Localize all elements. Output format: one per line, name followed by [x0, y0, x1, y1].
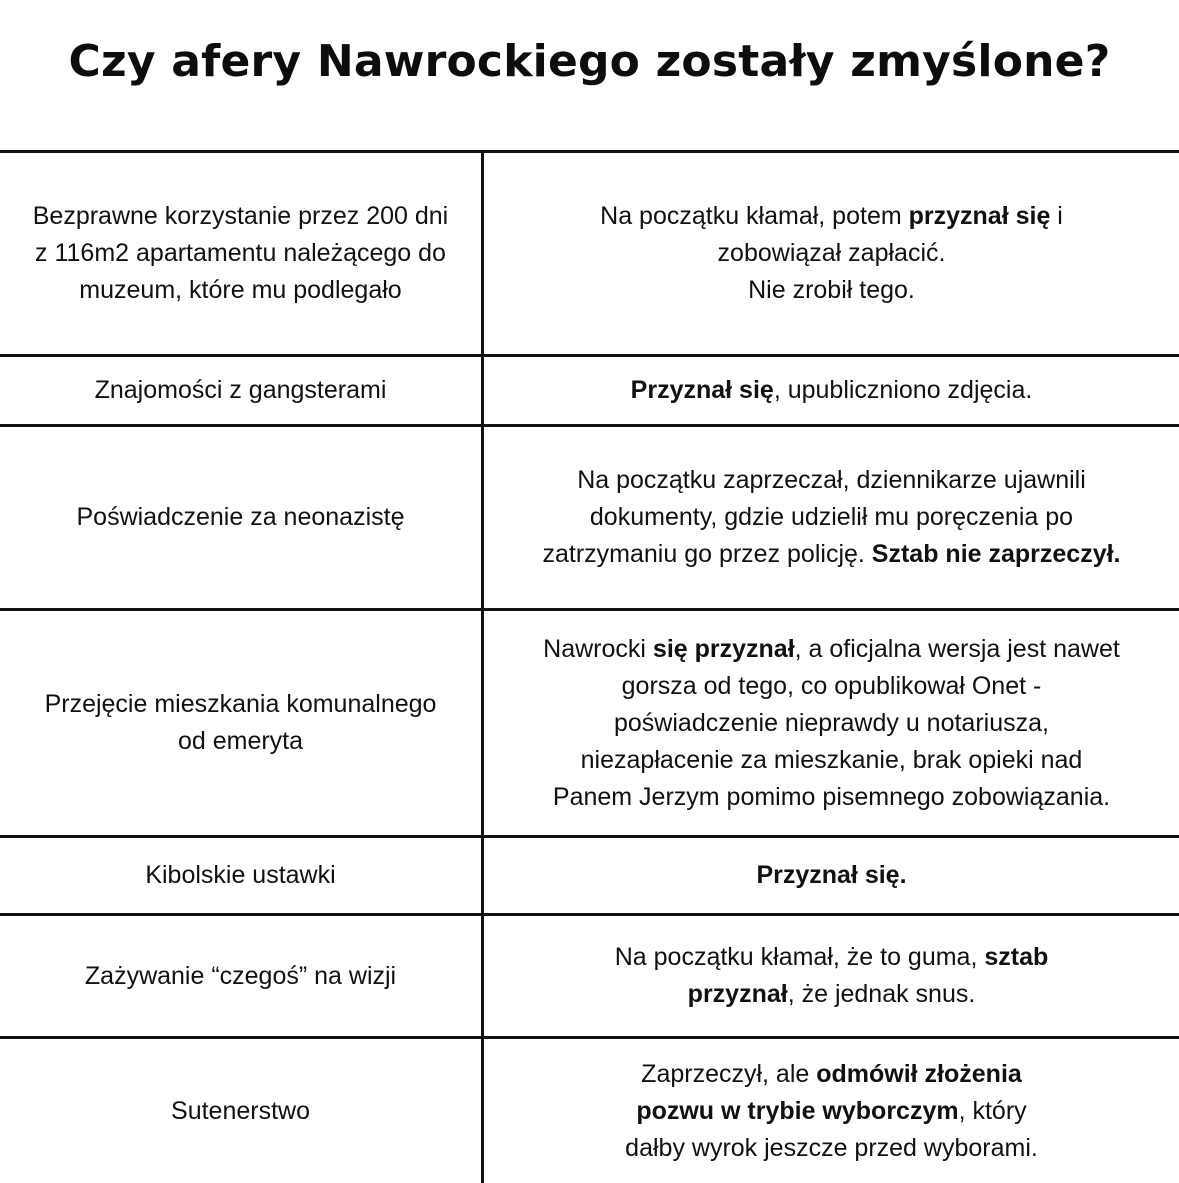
table-row: [0, 357, 1179, 427]
response-cell: [484, 427, 1179, 608]
response-text: Przyznał się, upubliczniono zdjęcia.: [630, 376, 1033, 404]
affair-cell: [0, 427, 484, 608]
emphasis-text: Sztab nie zaprzeczył.: [871, 540, 1121, 568]
emphasis-text: się przyznał: [652, 634, 795, 663]
response-cell: [484, 916, 1179, 1036]
affair-cell: [0, 153, 484, 354]
table-row: [0, 611, 1179, 838]
affairs-table: [0, 150, 1179, 1180]
emphasis-text: odmówił złożenia: [816, 1059, 1022, 1088]
response-cell: [484, 153, 1179, 354]
affair-cell: [0, 916, 484, 1036]
affair-text: Przejęcie mieszkania komunalnego od emeryta: [44, 690, 437, 755]
emphasis-text: przyznał: [687, 980, 788, 1008]
response-cell: [484, 357, 1179, 424]
response-text: [756, 857, 906, 894]
affair-text: Kibolskie ustawki: [145, 861, 336, 889]
affair-text: Sutenerstwo: [171, 1096, 310, 1125]
emphasis-text: Przyznał się: [630, 376, 774, 404]
table-row: [0, 1039, 1179, 1183]
table-row: [0, 427, 1179, 611]
response-text: Na początku zaprzeczał, dziennikarze ujawnili dokumenty, gdzie udzielił mu poręczenia po zatrzymaniu go przez policję. Sztab nie zaprzeczył.: [542, 466, 1121, 568]
affair-text: Zażywanie “czegoś” na wizji: [84, 961, 397, 990]
response-cell: [484, 611, 1179, 835]
page-title: Czy afery Nawrockiego zostały zmyślone?: [68, 36, 1111, 87]
emphasis-text: sztab: [984, 943, 1049, 971]
response-text: Nawrocki się przyznał, a oficjalna wersja jest nawet gorsza od tego, co opublikował Onet - poświadczenie nieprawdy u notariusza, niezapłacenie za mieszkanie, brak opieki nad Panem Jerzym pomimo pisemnego zobowiązania.: [543, 634, 1120, 811]
affair-cell: [0, 1039, 484, 1183]
affair-cell: [0, 838, 484, 913]
response-cell: [484, 1039, 1179, 1183]
table-row: [0, 153, 1179, 357]
emphasis-text: przyznał się: [908, 202, 1051, 230]
affair-text: Znajomości z gangsterami: [94, 376, 387, 404]
emphasis-text: pozwu w trybie wyborczym: [636, 1096, 959, 1125]
response-text: Zaprzeczył, ale odmówił złożenia pozwu w trybie wyborczym, który dałby wyrok jeszcze przed wyborami.: [625, 1059, 1038, 1162]
response-text: Na początku kłamał, że to guma, sztab przyznał, że jednak snus.: [614, 943, 1049, 1008]
affair-cell: [0, 357, 484, 424]
affair-cell: [0, 611, 484, 835]
response-cell: [484, 838, 1179, 913]
emphasis-text: Przyznał się.: [756, 861, 907, 889]
affair-text: Poświadczenie za neonazistę: [76, 503, 405, 531]
table-row: [0, 916, 1179, 1039]
affair-text: Bezprawne korzystanie przez 200 dni z 116m2 apartamentu należącego do muzeum, które mu podlegało: [32, 202, 449, 304]
table-row: [0, 838, 1179, 916]
response-text: Na początku kłamał, potem przyznał się i zobowiązał zapłacić. Nie zrobił tego.: [600, 202, 1063, 304]
